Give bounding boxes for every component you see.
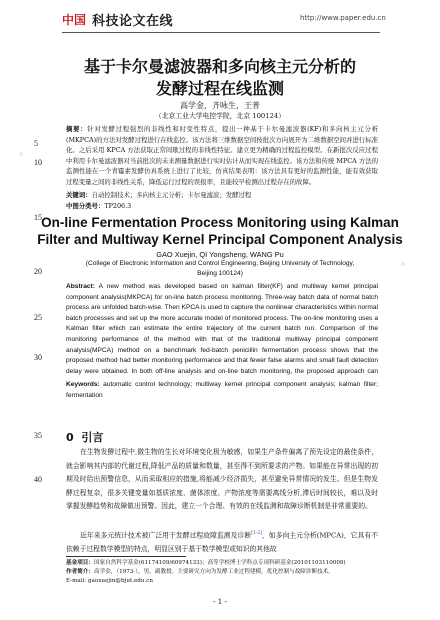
line-number: 30 <box>34 353 42 362</box>
title-en-line2: Filter and Multiway Kernel Principal Component Analysis <box>37 232 403 247</box>
affiliation-cn: （北京工业大学电控学院，北京 100124） <box>154 112 286 120</box>
section-heading <box>66 429 103 445</box>
clc-label: 中图分类号： <box>66 202 105 210</box>
clc-text: TP206.3 <box>104 202 132 210</box>
line-number: 15 <box>34 213 42 222</box>
abstract-cn-label: 摘要： <box>66 125 88 133</box>
line-number: 10 <box>34 158 42 167</box>
logo-cn: 中国 <box>62 13 87 27</box>
footnote-rule <box>66 556 186 557</box>
keywords-en <box>66 380 378 401</box>
line-number: 25 <box>34 313 42 322</box>
line-number: 20 <box>34 267 42 276</box>
fund-label: 基金项目： <box>66 560 94 566</box>
intro-p2-start: 近年来多元统计技术被广泛用于发酵过程故障监测及诊断 <box>80 531 252 540</box>
section-title: 引言 <box>81 431 104 444</box>
fund-text: 国家自然科学基金(61174109/60974133)；高等学校博士学科点专项科研基金(20101103110009) <box>93 560 346 566</box>
title-en-line1: On-line Fermentation Process Monitoring using Kalman <box>41 215 399 230</box>
intro-paragraph-1: 在生物发酵过程中,微生物的生长对环境变化极为敏感，如果生产条件偏离了预先设定的最佳条件，就会影响其内部的代谢过程,降低产品的质量和数量，甚至得不到所要求的产物。如果能在异常出现的初期及时给出预警信息，从而采取相应的措施,将能减少经济损失，甚至避免异常情况的发生。但是生物发酵过程复杂，很多关键变量如基质浓度、菌体浓度、产物浓度等需要离线分析,滞后时间较长，难以及时掌握发酵趋势和故障做出预警。因此，建立一个合理、有效的在线监测和故障诊断机制是非常重要的。 <box>66 448 378 511</box>
line-number: 35 <box>34 431 42 440</box>
logo-text: 科技论文在线 <box>92 14 174 29</box>
footnote-fund <box>66 559 386 568</box>
keywords-cn-label: 关键词： <box>66 191 92 199</box>
section-number: 0 <box>66 431 74 444</box>
clc <box>66 201 378 212</box>
author-label: 作者简介： <box>66 569 94 575</box>
citation-link[interactable]: [1-2] <box>251 531 262 536</box>
watermark: ✦ <box>398 258 410 272</box>
intro-paragraph-2 <box>66 527 378 555</box>
abstract-cn <box>66 124 378 190</box>
abstract-cn-text: 针对发酵过程强烈的非线性和时变性特点，提出一种基于卡尔曼滤波器(KF)和多向核主元分析(MKPCA)的方法对发酵过程进行在线监控。该方法将三维数据空间按批次方向展开为二维数据空间并进行标准化。之后采用 KPCA 方法获取正常间歇过程的非线性特征。建立更为精确的过程监控模型。在新批次反应过程中利用卡尔曼滤波器对当前批次的未来测量数据进行实时估计从而实现在线监控。该方法和传统 MPCA 方法的监测性能在一个青霉素发酵仿真系统上进行了比较，仿真结果表明：该方法具有更好的监测性能，能有效获取过程变量之间的非线性关系，降低运行过程的误报率，且能较早检测出过程存在的故障。 <box>66 125 378 186</box>
header-rule <box>62 32 380 33</box>
line-number: 40 <box>34 475 42 484</box>
line-number: 5 <box>34 139 38 148</box>
abstract-en <box>66 282 378 378</box>
watermark: ✦ <box>16 148 28 162</box>
page-number: - 1 - <box>213 598 227 606</box>
affiliation-en-line2: Beijing 100124) <box>197 270 243 277</box>
keywords-cn <box>66 190 378 201</box>
keywords-en-text: automatic control technology; multiway kernel principal component analysis; kalman filter; fermentation <box>66 381 378 399</box>
keywords-cn-text: 自动控制技术；多向核主元分析；卡尔曼滤波；发酵过程 <box>91 191 252 199</box>
title-cn-line2: 发酵过程在线监测 <box>155 79 284 98</box>
authors-cn: 高学金，齐咏生，王普 <box>180 101 260 110</box>
footnote-author <box>66 568 386 577</box>
abstract-en-text: A new method was developed based on kalman filter(KF) and multiway kernel principal component analysis(MKPCA) for on-line batch process monitoring. Three-way batch data of normal batch process are unfolded batch-wise. Then KPCA is used to capture the nonlinear characteristics within normal batch processes and set up the more accurate model of monitored process. The on-line monitoring uses a Kalman filter which can estimate the entire trajectory of the current batch run. Comparison of the monitoring performance of the method with that of the traditional multiway principal component analysis(MPCA) method on a benchmark fed-batch penicillin fermentation process shows that the proposed method had better monitoring performance and that fewer false alarms and small fault detection delay were obtained. In both off-line analysis and on-line batch monitoring, the proposed approach can <box>66 283 378 375</box>
title-cn-line1: 基于卡尔曼滤波器和多向核主元分析的 <box>83 57 356 76</box>
header-url[interactable]: http://www.paper.edu.cn <box>300 14 386 22</box>
authors-en: GAO Xuejin, QI Yongsheng, WANG Pu <box>156 250 284 259</box>
intro-p2-end: ，如多向主元分析(MPCA)，它具有不依赖于过程数学模型的特点，明显区别于基于数学模型或知识的其他故 <box>66 531 378 553</box>
author-text: 高学金，（1973-），男，副教授。主要研究方向为发酵工业过程建模，优化控制与故障诊断技术。 <box>93 569 334 575</box>
affiliation-en-line1: (College of Electronic Information and Control Engineering, Beijing University of Technology, <box>85 260 355 267</box>
footnote-email[interactable]: E-mail: gaoxuejin@bjut.edu.cn <box>66 578 153 584</box>
keywords-en-label: Keywords: <box>66 381 100 388</box>
abstract-en-label: Abstract: <box>66 283 95 290</box>
